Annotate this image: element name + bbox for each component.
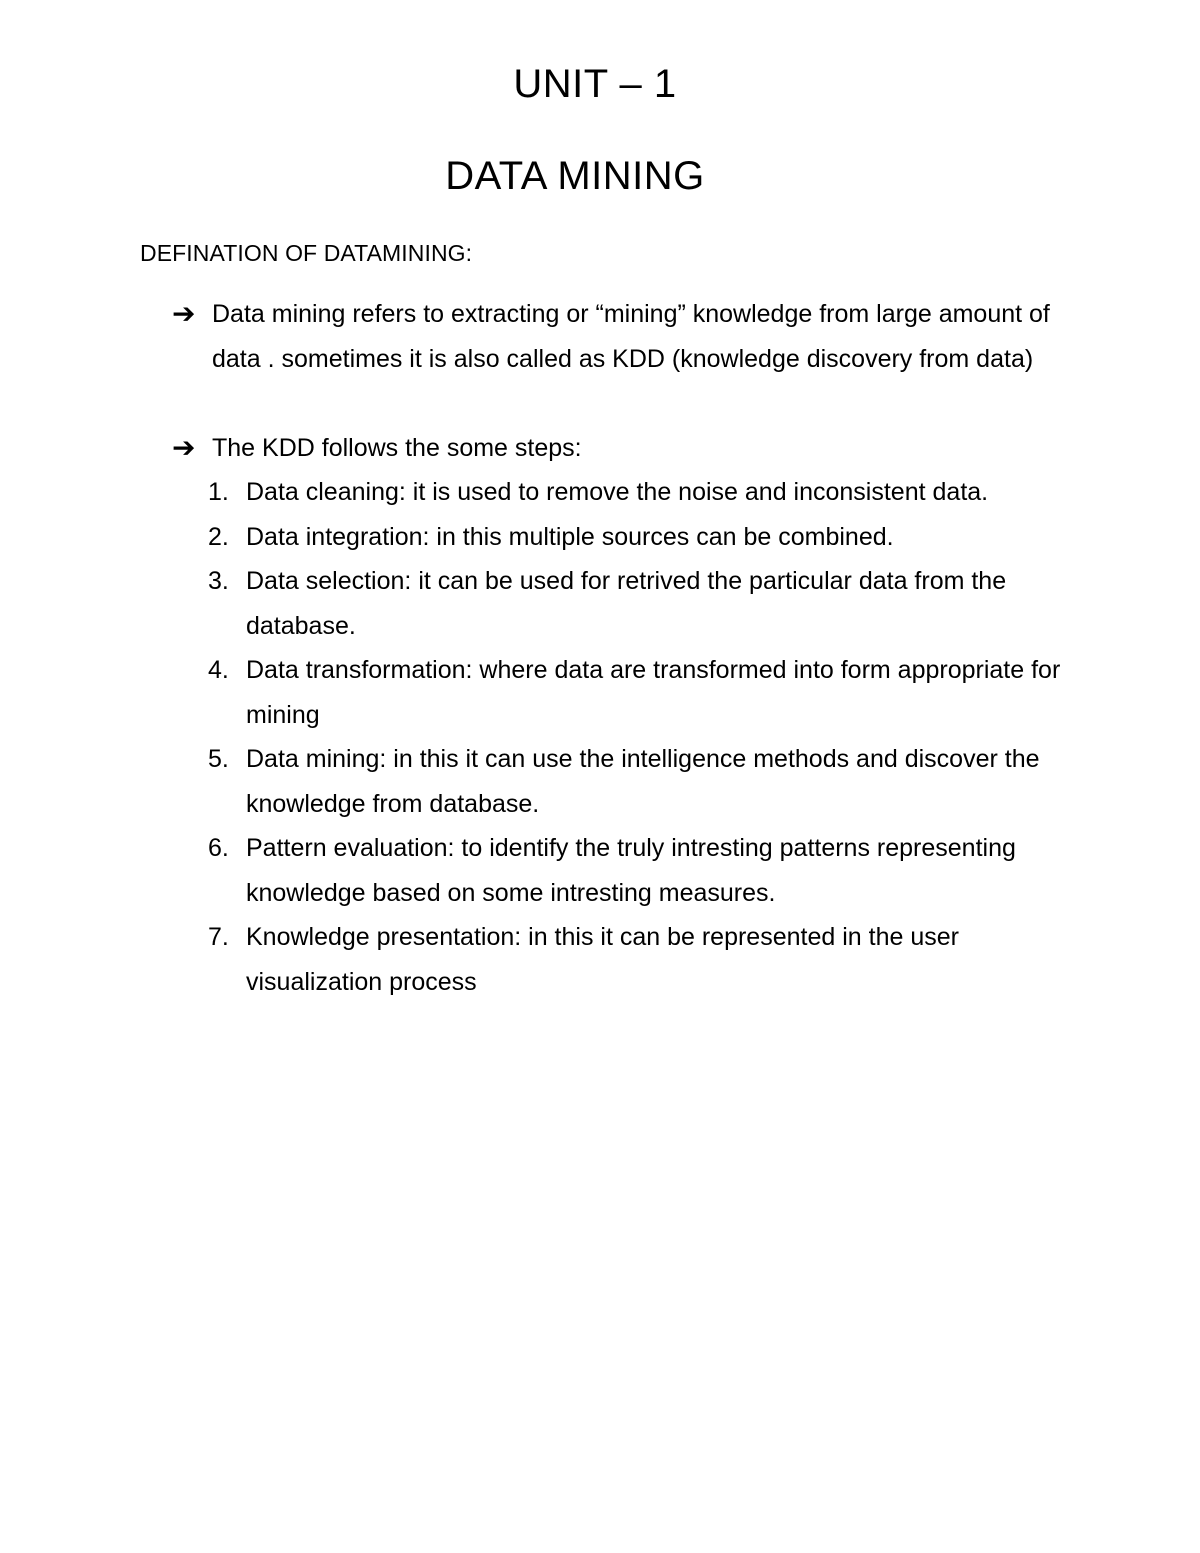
step-number: 1. [208,478,229,506]
kdd-steps-list [208,470,1068,1004]
step-text: Pattern evaluation: to identify the truly intresting patterns representing knowledge based on some intresting measures. [246,834,1016,907]
step-number: 2. [208,522,229,551]
list-item [208,559,1068,648]
step-number: 7. [208,923,229,951]
step-number: 5. [208,745,229,773]
bullet-text: The KDD follows the some steps: [212,434,582,462]
right-arrow-icon: ➔ [172,432,196,463]
step-text: Data transformation: where data are transformed into form appropriate for mining [246,656,1061,729]
list-item [208,826,1068,915]
step-number: 6. [208,834,229,862]
step-number: 3. [208,567,229,595]
step-text: Knowledge presentation: in this it can be represented in the user visualization process [246,923,959,996]
step-number: 4. [208,656,229,684]
bullet-item [172,426,1072,471]
step-text: Data integration: in this multiple sources can be combined. [246,522,894,551]
bullet-text: Data mining refers to extracting or “mining” knowledge from large amount of data . sometimes it is also called as KDD (knowledge discovery from data) [212,300,1050,373]
list-item [208,470,1068,515]
list-item [208,737,1068,826]
step-text: Data mining: in this it can use the intelligence methods and discover the knowledge from database. [246,745,1040,818]
section-heading: DEFINATION OF DATAMINING: [140,240,473,266]
bullet-item [172,292,1072,381]
right-arrow-icon: ➔ [172,298,196,329]
step-text: Data cleaning: it is used to remove the noise and inconsistent data. [246,478,989,506]
unit-title: UNIT – 1 [513,62,677,106]
list-item [208,915,1068,1004]
list-item [208,515,1068,560]
page-title: DATA MINING [445,154,705,198]
step-text: Data selection: it can be used for retrived the particular data from the database. [246,567,1007,640]
list-item [208,648,1068,737]
